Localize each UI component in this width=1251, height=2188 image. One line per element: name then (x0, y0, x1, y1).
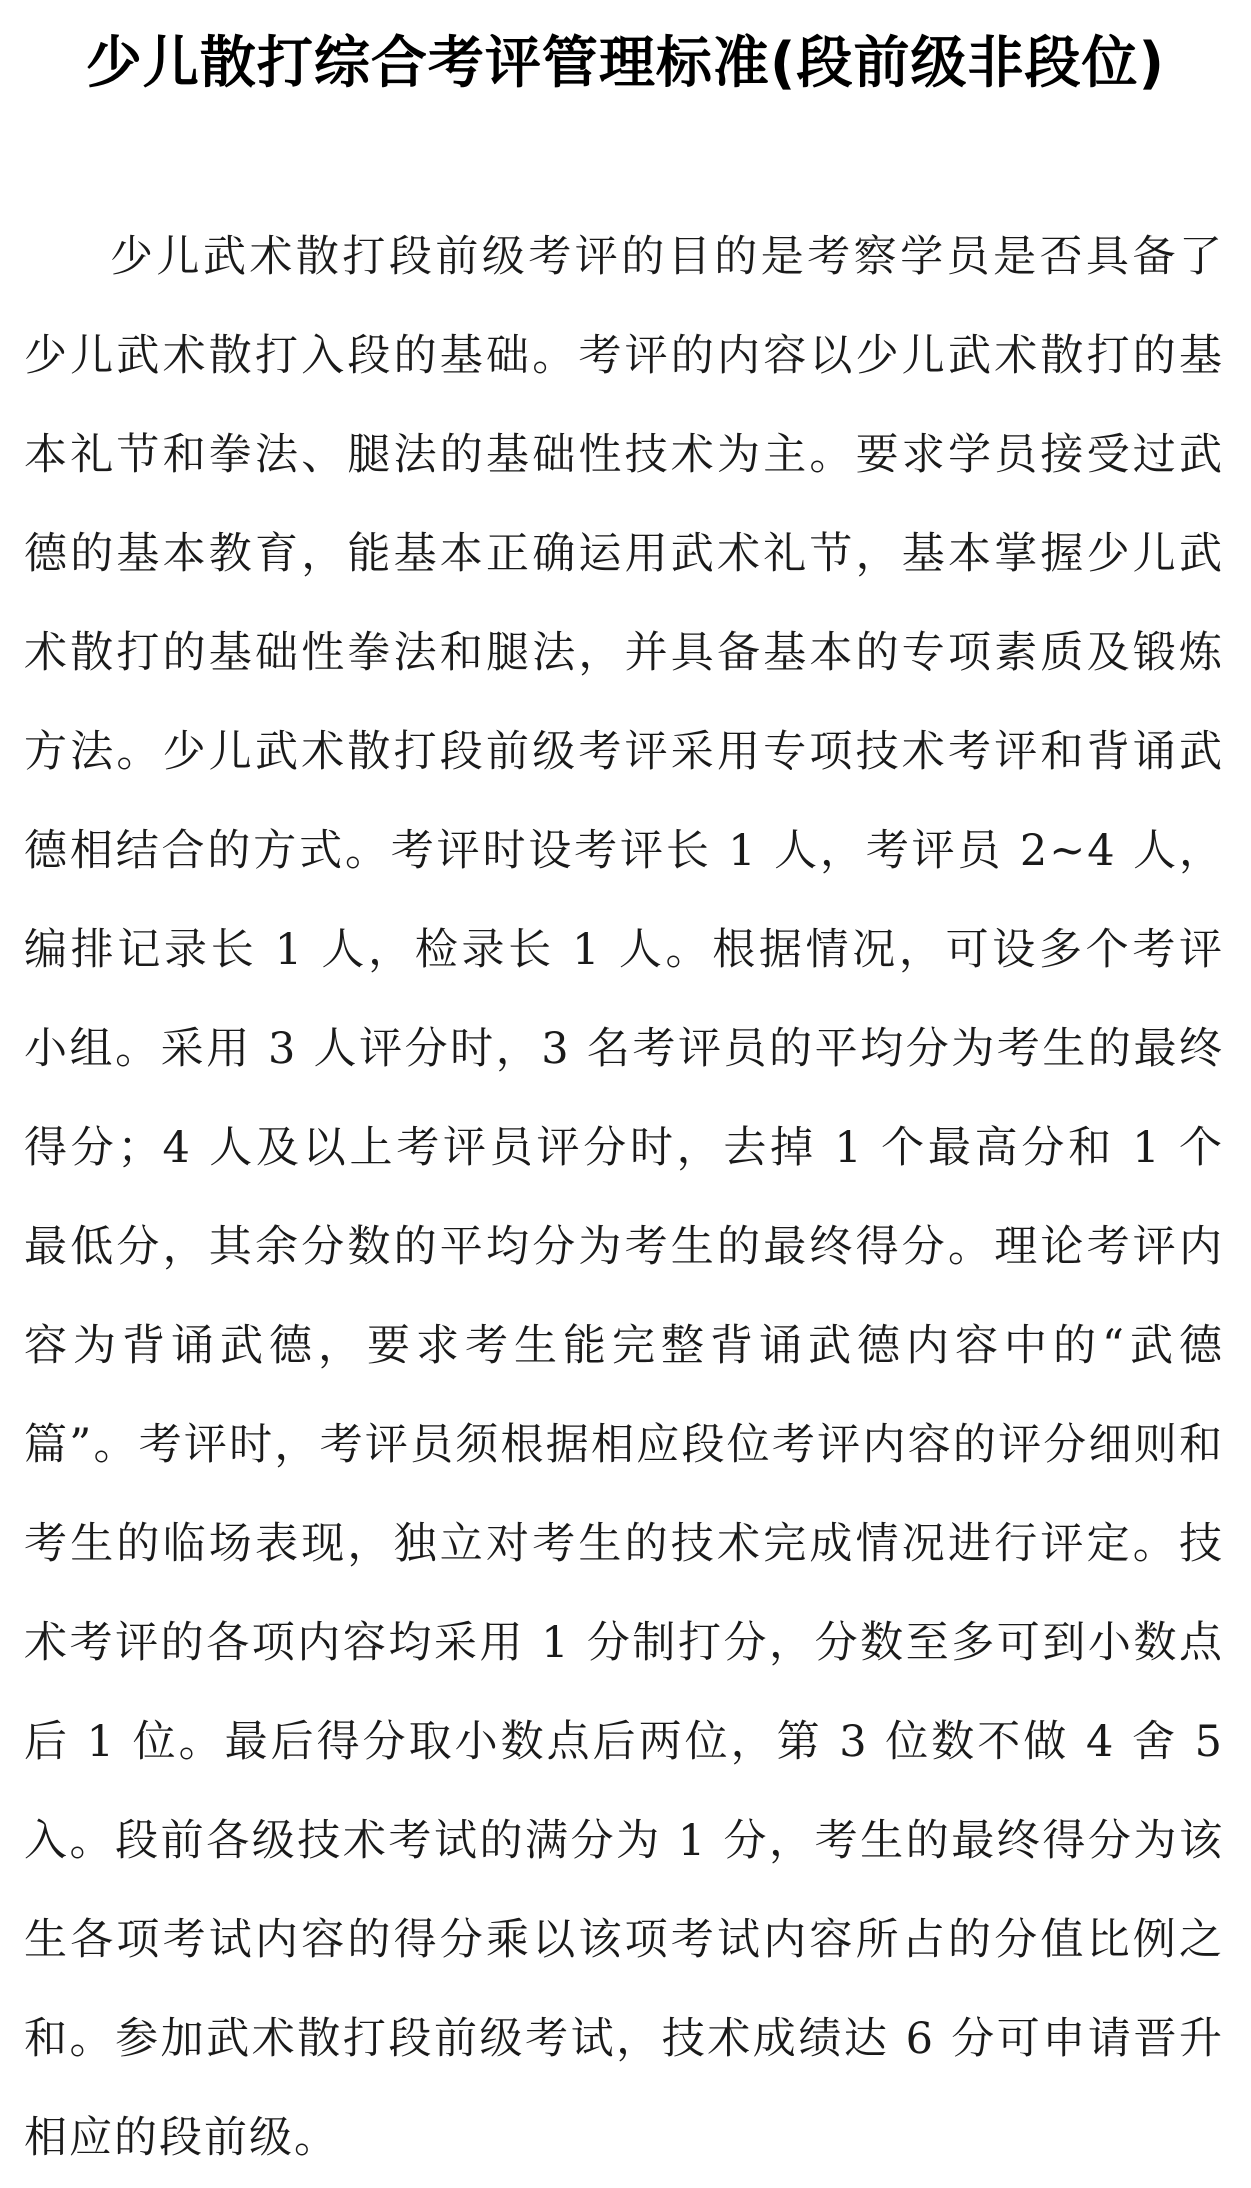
body-paragraph: 少儿武术散打段前级考评的目的是考察学员是否具备了少儿武术散打入段的基础。考评的内容以少儿武术散打的基本礼节和拳法、腿法的基础性技术为主。要求学员接受过武德的基本教育，能基本正确运用武术礼节，基本掌握少儿武术散打的基础性拳法和腿法，并具备基本的专项素质及锻炼方法。少儿武术散打段前级考评采用专项技术考评和背诵武德相结合的方式。考评时设考评长 1 人，考评员 2~4 人，编排记录长 1 人，检录长 1 人。根据情况，可设多个考评小组。采用 3 人评分时，3 名考评员的平均分为考生的最终得分；4 人及以上考评员评分时，去掉 1 个最高分和 1 个最低分，其余分数的平均分为考生的最终得分。理论考评内容为背诵武德，要求考生能完整背诵武德内容中的“武德篇”。考评时，考评员须根据相应段位考评内容的评分细则和考生的临场表现，独立对考生的技术完成情况进行评定。技术考评的各项内容均采用 1 分制打分，分数至多可到小数点后 1 位。最后得分取小数点后两位，第 3 位数不做 4 舍 5 入。段前各级技术考试的满分为 1 分，考生的最终得分为该生各项考试内容的得分乘以该项考试内容所占的分值比例之和。参加武术散打段前级考试，技术成绩达 6 分可申请晋升相应的段前级。 (24, 232, 1224, 2163)
document-title: 少儿散打综合考评管理标准(段前级非段位) (85, 31, 1166, 96)
